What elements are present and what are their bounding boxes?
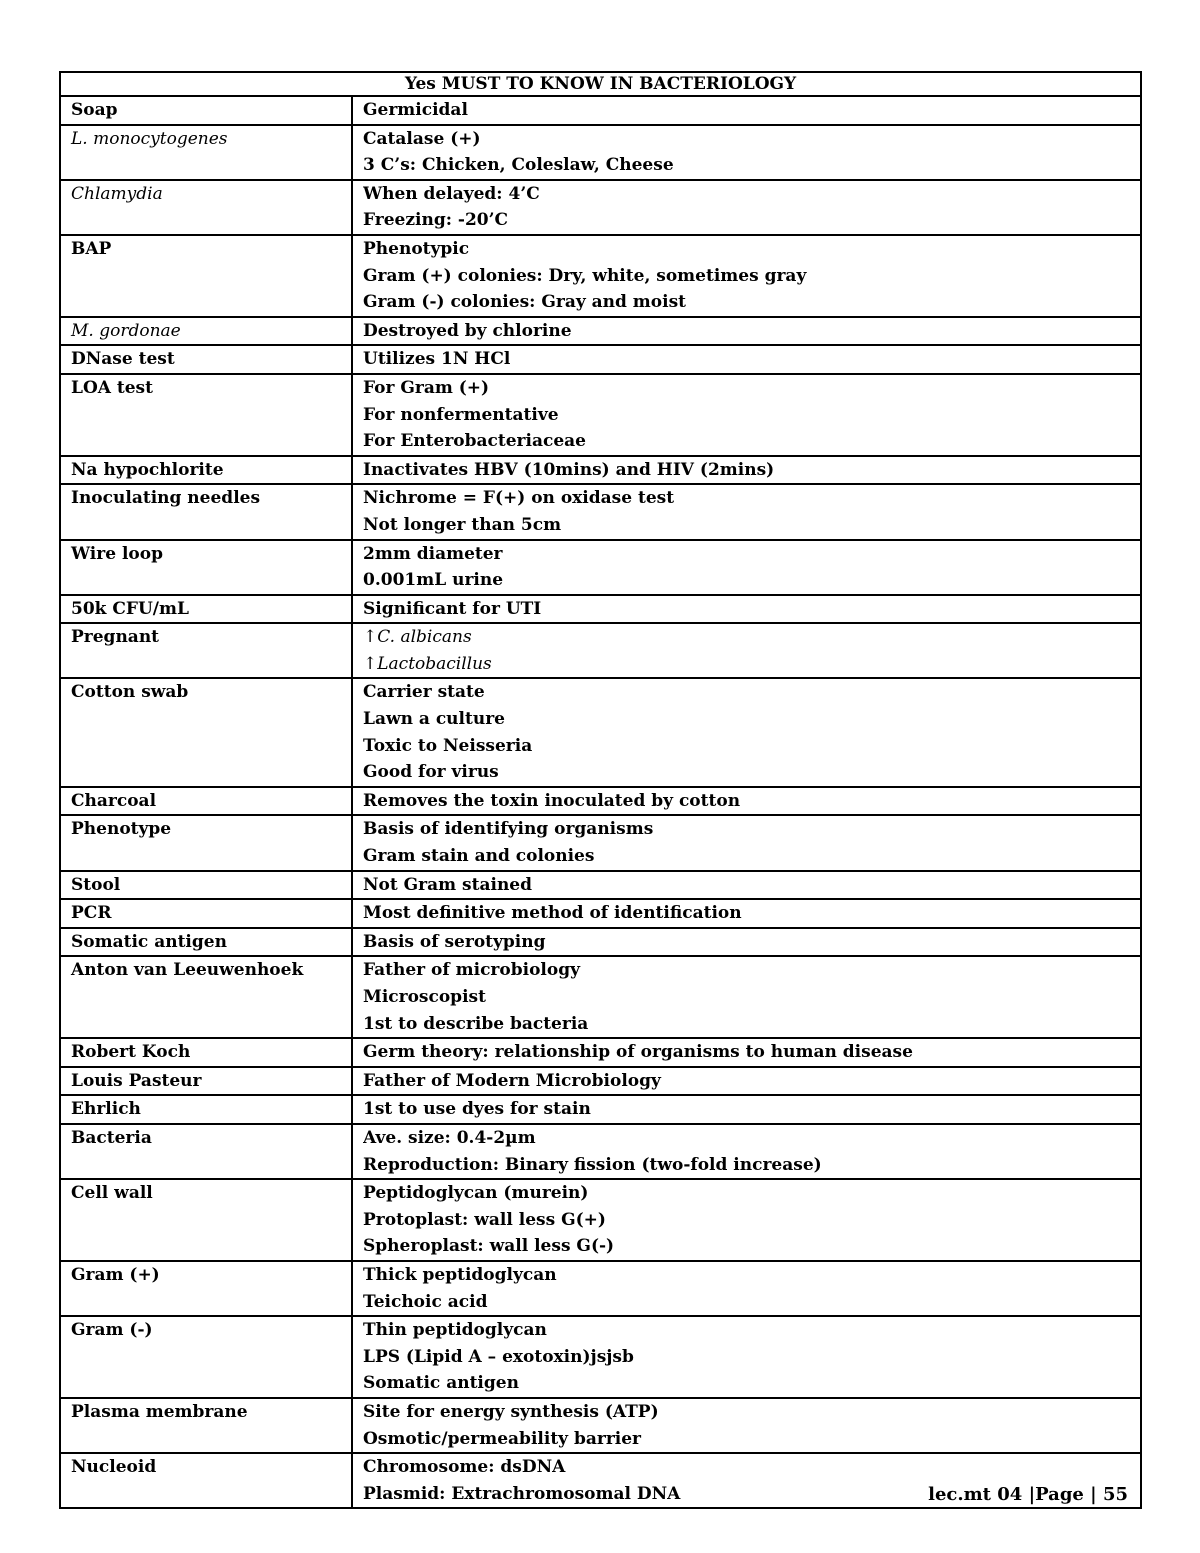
detail-line: Ave. size: 0.4-2µm [363,1127,536,1148]
detail-line: Not Gram stained [363,874,533,895]
detail-line: Lawn a culture [363,709,505,730]
table-row [59,788,1142,817]
detail-line: Not longer than 5cm [363,514,562,535]
table-row [59,457,1142,486]
term-cell: Anton van Leeuwenhoek [61,957,353,1037]
detail-line: Nichrome = F(+) on oxidase test [363,488,675,509]
page-footer: lec.mt 04 |Page | 55 [928,1484,1128,1505]
term-cell: Wire loop [61,541,353,594]
detail-cell [353,1317,1140,1397]
term-cell: Bacteria [61,1125,353,1178]
detail-line: Thick peptidoglycan [363,1264,557,1285]
table-row [59,900,1142,929]
detail-line: Phenotypic [363,238,470,259]
table-row [59,485,1142,540]
detail-cell [353,872,1140,899]
table-row [59,1039,1142,1068]
table-row [59,929,1142,958]
detail-cell [353,679,1140,785]
detail-line: ↑Lactobacillus [363,653,492,674]
detail-line: Thin peptidoglycan [363,1320,547,1341]
table-row [59,126,1142,181]
detail-line: 1st to describe bacteria [363,1013,589,1034]
detail-line: Osmotic/permeability barrier [363,1428,642,1449]
term-cell: BAP [61,236,353,316]
table-row [59,624,1142,679]
detail-line: For Gram (+) [363,377,490,398]
term-cell: Somatic antigen [61,929,353,956]
detail-cell [353,957,1140,1037]
detail-line: 2mm diameter [363,543,503,564]
detail-cell [353,485,1140,538]
term-cell: Charcoal [61,788,353,815]
detail-cell [353,318,1140,345]
table-body [59,97,1142,1509]
detail-line: Somatic antigen [363,1373,519,1394]
term-cell: L. monocytogenes [61,126,353,179]
detail-line: Most definitive method of identification [363,903,742,924]
detail-line: Germ theory: relationship of organisms to human disease [363,1042,913,1063]
detail-cell [353,181,1140,234]
detail-cell [353,236,1140,316]
table-row [59,679,1142,787]
term-cell: Plasma membrane [61,1399,353,1452]
table-row [59,957,1142,1039]
term-cell: Gram (-) [61,1317,353,1397]
table-row [59,541,1142,596]
detail-line: ↑C. albicans [363,627,472,648]
table-row [59,596,1142,625]
detail-line: Father of Modern Microbiology [363,1070,661,1091]
detail-cell [353,97,1140,124]
table-row [59,1399,1142,1454]
detail-cell [353,816,1140,869]
detail-line: 1st to use dyes for stain [363,1099,591,1120]
term-cell: Ehrlich [61,1096,353,1123]
term-cell: Soap [61,97,353,124]
detail-cell [353,541,1140,594]
table-row [59,1096,1142,1125]
term-cell: PCR [61,900,353,927]
table-row [59,1068,1142,1097]
table-row [59,375,1142,457]
table-row [59,1180,1142,1262]
detail-line: Good for virus [363,762,499,783]
detail-cell [353,1399,1140,1452]
detail-line: For Enterobacteriaceae [363,431,586,452]
table-row [59,1262,1142,1317]
detail-line: Inactivates HBV (10mins) and HIV (2mins) [363,459,775,480]
term-cell: Robert Koch [61,1039,353,1066]
detail-line: Catalase (+) [363,128,481,149]
detail-cell [353,900,1140,927]
detail-line: Protoplast: wall less G(+) [363,1209,606,1230]
detail-line: Teichoic acid [363,1291,488,1312]
detail-line: Basis of serotyping [363,931,546,952]
detail-line: 0.001mL urine [363,570,504,591]
detail-line: Germicidal [363,100,468,120]
detail-line: For nonfermentative [363,404,559,425]
table-title: Yes MUST TO KNOW IN BACTERIOLOGY [59,71,1142,97]
term-cell: Inoculating needles [61,485,353,538]
term-cell: Chlamydia [61,181,353,234]
table-row [59,181,1142,236]
detail-line: Significant for UTI [363,598,542,619]
detail-cell [353,375,1140,455]
detail-cell [353,788,1140,815]
term-cell: Louis Pasteur [61,1068,353,1095]
detail-line: Peptidoglycan (murein) [363,1183,589,1204]
detail-cell [353,1068,1140,1095]
detail-line: Reproduction: Binary fission (two-fold increase) [363,1154,822,1175]
detail-line: Microscopist [363,987,486,1007]
table-row [59,1125,1142,1180]
detail-line: Carrier state [363,682,485,703]
term-cell: Stool [61,872,353,899]
table-row [59,97,1142,126]
detail-line: Freezing: -20’C [363,210,509,231]
detail-line: Chromosome: dsDNA [363,1457,566,1478]
table-row [59,1317,1142,1399]
table-row [59,318,1142,347]
detail-line: Toxic to Neisseria [363,735,533,756]
detail-line: Removes the toxin inoculated by cotton [363,790,741,811]
term-cell: LOA test [61,375,353,455]
term-cell: Gram (+) [61,1262,353,1315]
detail-line: Gram (-) colonies: Gray and moist [363,292,687,313]
table-row [59,236,1142,318]
term-cell: Nucleoid [61,1454,353,1507]
detail-cell [353,126,1140,179]
detail-line: Gram stain and colonies [363,846,595,867]
detail-line: LPS (Lipid A – exotoxin)jsjsb [363,1346,634,1367]
detail-line: Basis of identifying organisms [363,819,654,840]
detail-cell [353,1125,1140,1178]
detail-line: Destroyed by chlorine [363,320,572,341]
detail-line: Spheroplast: wall less G(-) [363,1236,615,1257]
detail-line: 3 C’s: Chicken, Coleslaw, Cheese [363,155,674,176]
term-cell: Cotton swab [61,679,353,785]
detail-line: Plasmid: Extrachromosomal DNA [363,1483,681,1504]
bacteriology-table [59,71,1142,1509]
detail-line: Utilizes 1N HCl [363,349,511,370]
detail-line: Gram (+) colonies: Dry, white, sometimes gray [363,265,807,286]
detail-cell [353,1262,1140,1315]
term-cell: Pregnant [61,624,353,677]
detail-cell [353,596,1140,623]
term-cell: 50k CFU/mL [61,596,353,623]
detail-cell [353,1180,1140,1260]
detail-cell [353,1096,1140,1123]
detail-line: Father of microbiology [363,960,580,981]
detail-cell [353,1039,1140,1066]
term-cell: Phenotype [61,816,353,869]
term-cell: Na hypochlorite [61,457,353,484]
term-cell: DNase test [61,346,353,373]
detail-cell [353,624,1140,677]
detail-line: When delayed: 4’C [363,183,540,204]
table-row [59,346,1142,375]
term-cell: M. gordonae [61,318,353,345]
detail-line: Site for energy synthesis (ATP) [363,1401,659,1422]
detail-cell [353,346,1140,373]
detail-cell [353,929,1140,956]
table-row [59,816,1142,871]
term-cell: Cell wall [61,1180,353,1260]
table-row [59,872,1142,901]
detail-cell [353,457,1140,484]
